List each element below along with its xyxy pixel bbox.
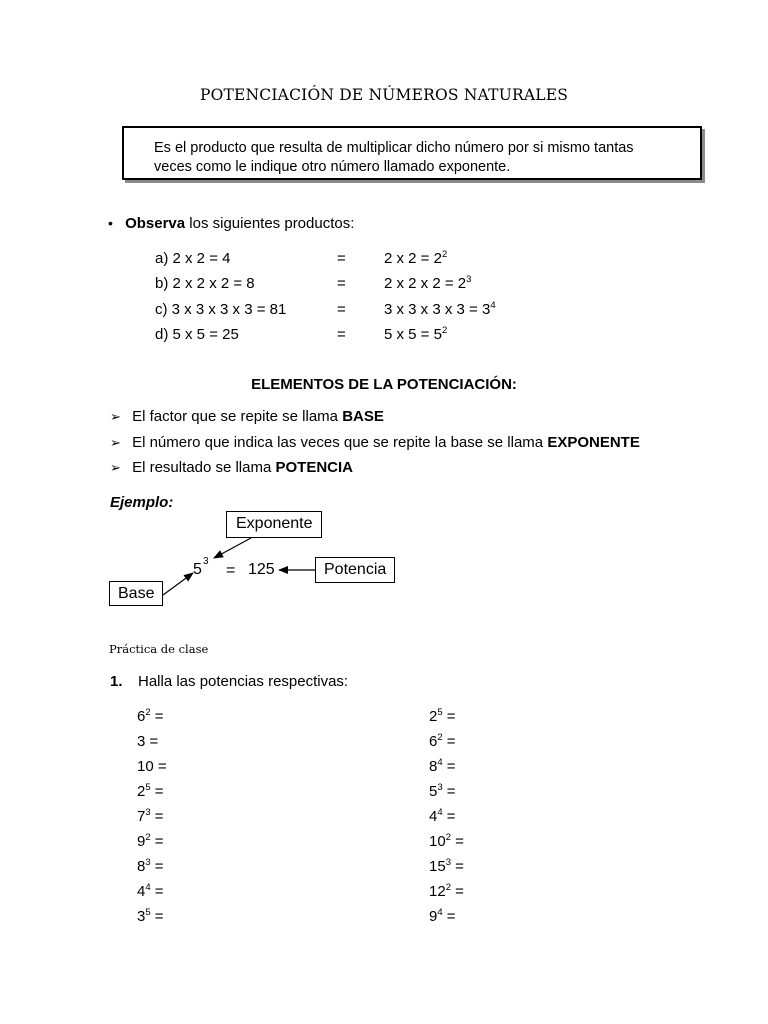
arrow-bullet-icon: ➢	[110, 460, 121, 475]
exercise-item: 3 =	[137, 733, 159, 750]
product-equals: =	[337, 326, 346, 343]
exercise-item: $6^2$ =	[137, 707, 164, 725]
exercise-item: $5^3$ =	[429, 782, 456, 800]
practice-label: Práctica de clase	[109, 642, 209, 656]
product-right: 3 x 3 x 3 x $3 = 3^4$	[384, 300, 496, 318]
exercise-item: $6^2$ =	[429, 732, 456, 750]
product-equals: =	[337, 275, 346, 292]
result-number: 125	[248, 561, 275, 578]
exercise-item: $7^3$ =	[137, 807, 164, 825]
base-label: Base	[118, 585, 155, 602]
product-left: b) 2 x 2 x 2 = 8	[155, 275, 255, 292]
product-equals: =	[337, 301, 346, 318]
list-item: ➢ El número que indica las veces que se repite la base se llama EXPONENTE	[110, 434, 640, 451]
page-title: POTENCIACIÓN DE NÚMEROS NATURALES	[199, 86, 569, 104]
base-arrow	[163, 573, 193, 595]
definition-line-1: Es el producto que resulta de multiplicar dicho número por si mismo tantas	[154, 140, 634, 156]
product-right: 2 x 2 x $2 = 2^3$	[384, 274, 472, 292]
observe-rest: los siguientes productos:	[185, 215, 355, 232]
elements-heading: ELEMENTOS DE LA POTENCIACIÓN:	[251, 376, 517, 393]
product-left: c) 3 x 3 x 3 x 3 = 81	[155, 301, 287, 318]
example-label: Ejemplo:	[110, 494, 174, 511]
exercise-item: $9^4$ =	[429, 907, 456, 925]
exercise-item: $12^2$ =	[429, 882, 464, 900]
exercise-instruction: Halla las potencias respectivas:	[138, 673, 349, 690]
exercise-item: $15^3$ =	[429, 857, 464, 875]
base-number: 5	[193, 561, 202, 578]
product-left: a) 2 x 2 = 4	[155, 250, 231, 267]
exercise-item: 10 =	[137, 758, 167, 775]
exercise-item: $4^4$ =	[137, 882, 164, 900]
power-label: Potencia	[324, 561, 387, 578]
product-right: 5 x $5 = 5^2$	[384, 325, 448, 343]
exercise-item: $8^3$ =	[137, 857, 164, 875]
exercise-item: $8^4$ =	[429, 757, 456, 775]
arrow-bullet-icon: ➢	[110, 435, 121, 450]
exercise-item: $3^5$ =	[137, 907, 164, 925]
equals-sign: =	[226, 562, 236, 579]
exponent-number: 3	[203, 556, 209, 567]
arrow-bullet-icon: ➢	[110, 409, 121, 424]
exercise-item: $10^2$ =	[429, 832, 464, 850]
observe-bold: Observa	[125, 215, 186, 232]
product-equals: =	[337, 250, 346, 267]
product-left: d) 5 x 5 = 25	[155, 326, 239, 343]
exercise-heading	[110, 673, 349, 690]
product-right: 2 x $2 = 2^2$	[384, 249, 448, 267]
list-item: ➢ El factor que se repite se llama BASE	[110, 408, 384, 425]
exercise-number: 1.	[110, 673, 123, 690]
bullet-icon: •	[108, 215, 113, 231]
exercise-item: $9^2$ =	[137, 832, 164, 850]
exercise-item: $2^5$ =	[429, 707, 456, 725]
definition-line-2: veces como le indique otro número llamado exponente.	[154, 159, 511, 175]
exponent-label: Exponente	[236, 515, 313, 532]
list-item: ➢ El resultado se llama POTENCIA	[110, 459, 353, 476]
exercise-item: $2^5$ =	[137, 782, 164, 800]
exercise-item: $4^4$ =	[429, 807, 456, 825]
exponent-arrow	[214, 538, 251, 558]
